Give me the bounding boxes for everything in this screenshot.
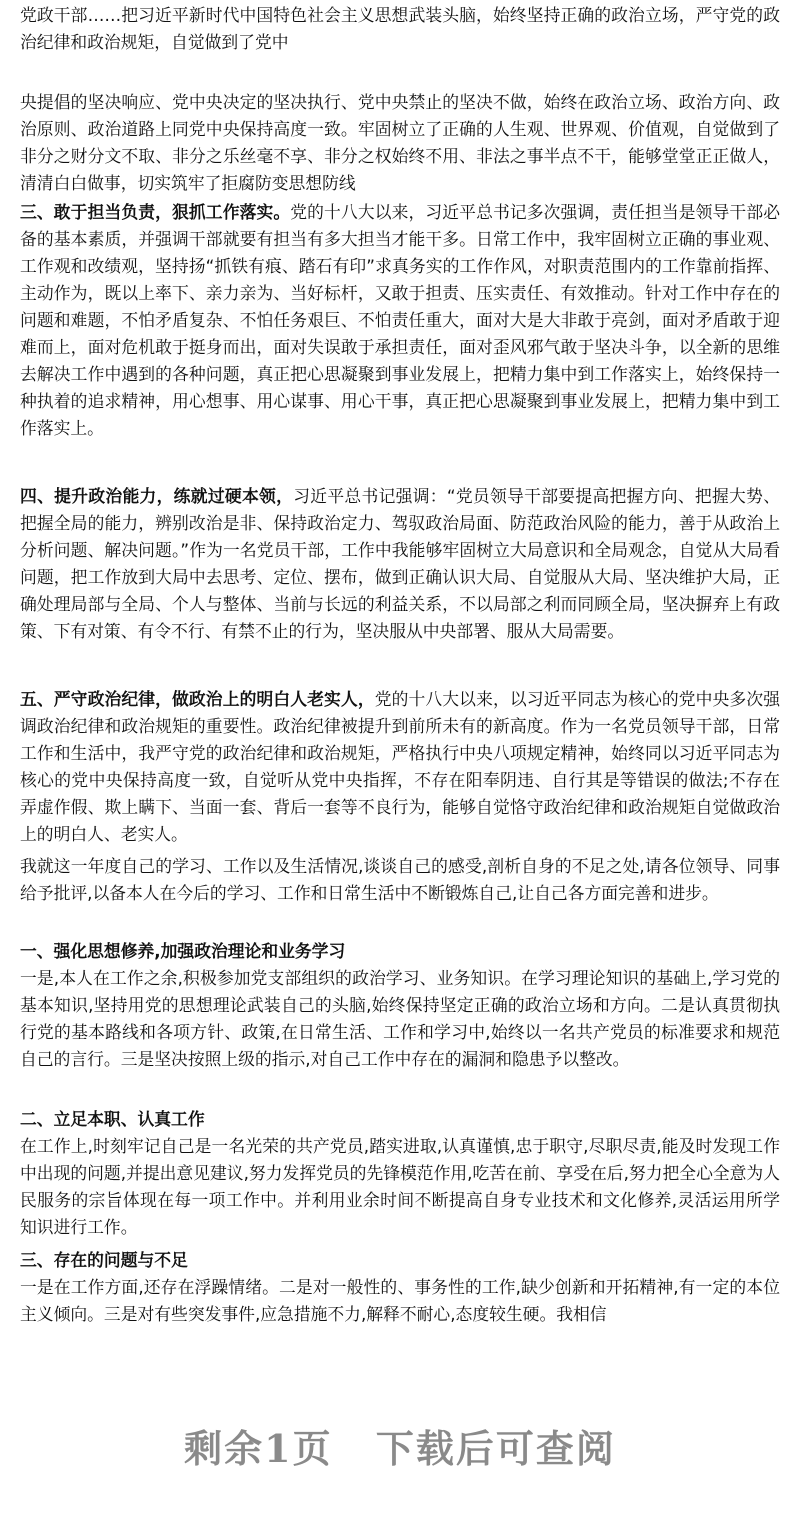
- paragraph-top-partial: 党政干部……把习近平新时代中国特色社会主义思想武装头脑，始终坚持正确的政治立场，严守党的政治纪律和政治规矩，自觉做到了党中: [20, 5, 780, 52]
- paragraph-1: 一是,本人在工作之余,积极参加党支部组织的政治学习、业务知识。在学习理论知识的基础上,学习党的基本知识,坚持用党的思想理论武装自己的头脑,始终保持坚定正确的政治立场和方向。二是认真贯彻执行党的基本路线和各项方针、政策,在日常生活、工作和学习中,始终以一名共产党员的标准要求和规范自己的言行。三是坚决按照上级的指示,对自己工作中存在的漏洞和隐患予以整改。: [20, 968, 781, 1069]
- section-5-body: 党的十八大以来，以习近平同志为核心的党中央多次强调政治纪律和政治规矩的重要性。政治纪律被提升到前所未有的新高度。作为一名党员领导干部，日常工作和生活中，我严守党的政治纪律和政治规矩，严格执行中央八项规定精神，始终同以习近平同志为核心的党中央保持高度一致，自觉听从党中央指挥，不存在阳奉阴违、自行其是等错误的做法;不存在弄虚作假、欺上瞒下、当面一套、背后一套等不良行为，能够自觉恪守政治纪律和政治规矩自觉做政治上的明白人、老实人。: [20, 689, 780, 844]
- section-4-paragraph: [20, 483, 780, 645]
- download-to-read-link[interactable]: 下载后可查阅: [375, 1426, 616, 1471]
- wrap-up-paragraph: 我就这一年度自己的学习、工作以及生活情况,谈谈自己的感受,剖析自身的不足之处,请各位领导、同事给予批评,以备本人在今后的学习、工作和日常生活中不断锻炼自己,让自己各方面完善和进步。: [20, 856, 780, 903]
- heading-1: 一、强化思想修养,加强政治理论和业务学习: [20, 941, 346, 961]
- section-4-lead: 四、提升政治能力，练就过硬本领，: [20, 486, 294, 506]
- paragraph-3: 一是在工作方面,还存在浮躁情绪。二是对一般性的、事务性的工作,缺少创新和开拓精神,有一定的本位主义倾向。三是对有些突发事件,应急措施不力,解释不耐心,态度较生硬。我相信: [20, 1277, 780, 1324]
- paragraph-continued: 央提倡的坚决响应、党中央决定的坚决执行、党中央禁止的坚决不做，始终在政治立场、政治方向、政治原则、政治道路上同党中央保持高度一致。牢固树立了正确的人生观、世界观、价值观，自觉做到了非分之财分文不取、非分之乐丝毫不享、非分之权始终不用、非法之事半点不干，能够堂堂正正做人，清清白白做事，切实筑牢了拒腐防变思想防线: [20, 92, 780, 193]
- heading-3: 三、存在的问题与不足: [20, 1250, 188, 1270]
- section-4-body: 习近平总书记强调：“党员领导干部要提高把握方向、把握大势、把握全局的能力，辨别改治是非、保持政治定力、驾驭政治局面、防范政治风险的能力，善于从政治上分析问题、解决问题。”作为一名党员干部，工作中我能够牢固树立大局意识和全局观念，自觉从大局看问题，把工作放到大局中去思考、定位、摆布，做到正确认识大局、自觉服从大局、坚决维护大局，正确处理局部与全局、个人与整体、当前与长远的利益关系，不以局部之利而同顾全局，坚决摒弃上有政策、下有对策、有令不行、有禁不止的行为，坚决服从中央部署、服从大局需要。: [20, 486, 780, 641]
- section-5-paragraph: [20, 686, 780, 848]
- download-prompt-banner[interactable]: [0, 1418, 800, 1473]
- section-3-paragraph: [20, 199, 780, 442]
- paragraph-2: 在工作上,时刻牢记自己是一名光荣的共产党员,踏实进取,认真谨慎,忠于职守,尽职尽责,能及时发现工作中出现的问题,并提出意见建议,努力发挥党员的先锋模范作用,吃苦在前、享受在后,努力把全心全意为人民服务的宗旨体现在每一项工作中。并利用业余时间不断提高自身专业技术和文化修养,灵活运用所学知识进行工作。: [20, 1136, 780, 1237]
- remaining-pages-label[interactable]: 剩余1页: [184, 1426, 333, 1471]
- section-3-body: 党的十八大以来，习近平总书记多次强调，责任担当是领导干部必备的基本素质，并强调干部就要有担当有多大担当才能干多。日常工作中，我牢固树立正确的事业观、工作观和改绩观，坚持扬“抓铁有痕、踏石有印”求真务实的工作作风，对职责范围内的工作靠前指挥、主动作为，既以上率下、亲力亲为、当好标杆，又敢于担责、压实责任、有效推动。针对工作中存在的问题和难题，不怕矛盾复杂、不怕任务艰巨、不怕责任重大，面对大是大非敢于亮剑，面对矛盾敢于迎难而上，面对危机敢于挺身而出，面对失误敢于承担责任，面对歪风邪气敢于坚决斗争，以全新的思维去解决工作中遇到的各种问题，真正把心思凝聚到事业发展上，把精力集中到工作落实上，始终保持一种执着的追求精神，用心想事、用心谋事、用心干事，真正把心思凝聚到事业发展上，把精力集中到工作落实上。: [20, 202, 780, 438]
- section-3-lead: 三、敢于担当负责，狠抓工作落实。: [20, 202, 291, 222]
- section-5-lead: 五、严守政治纪律，做政治上的明白人老实人，: [20, 689, 375, 709]
- heading-2: 二、立足本职、认真工作: [20, 1109, 205, 1129]
